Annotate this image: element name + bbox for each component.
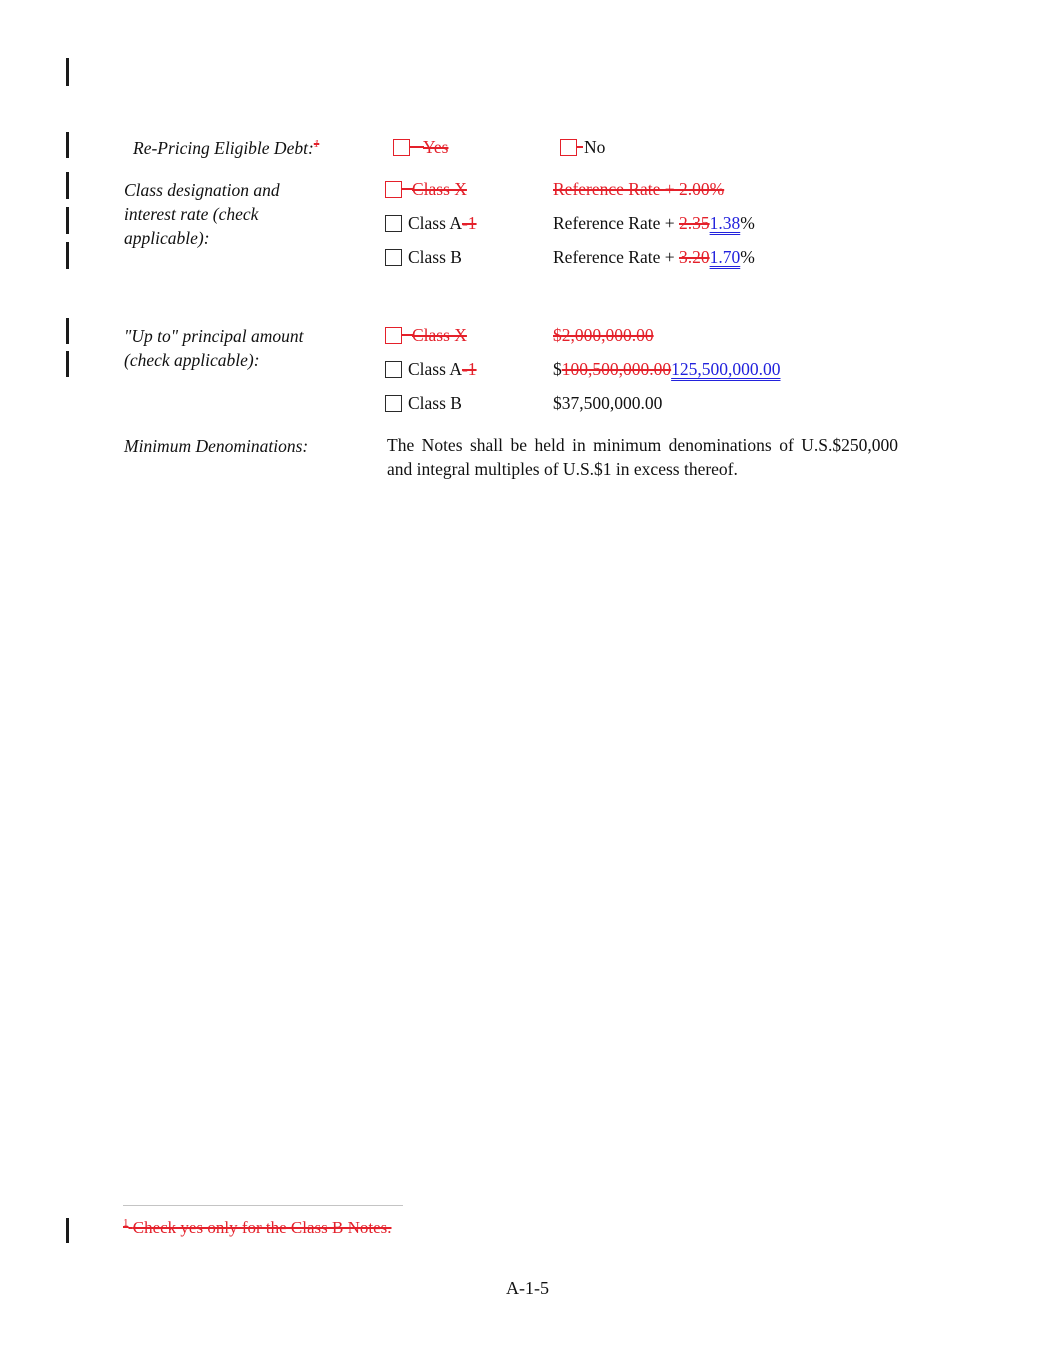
class-b-rate-checkbox-cell: [385, 246, 462, 268]
class-x-rate-value: [553, 178, 724, 200]
repricing-no-option: [560, 136, 605, 158]
class-b-rate-prefix: Reference Rate +: [553, 247, 679, 267]
footnote-text: Check yes only for the Class B Notes.: [132, 1218, 392, 1237]
principal-class-x-amount: [553, 324, 654, 346]
class-x-rate-deleted: Reference Rate + 2.00%: [553, 179, 725, 199]
change-bar: [66, 318, 69, 344]
principal-class-a-amount-inserted: 125,500,000.00: [671, 359, 781, 379]
principal-label: "Up to" principal amount (check applicable):: [124, 326, 304, 370]
min-denominations-text: The Notes shall be held in minimum denominations of U.S.$250,000 and integral multiples of U.S.$1 in excess thereof.: [387, 435, 898, 479]
class-a-label: Class A: [408, 213, 462, 233]
class-designation-label: Class designation and interest rate (check applicable):: [124, 180, 280, 248]
class-a-rate-inserted: 1.38: [709, 213, 741, 233]
class-b-rate-inserted: 1.70: [709, 247, 741, 267]
class-b-rate-value: [553, 246, 755, 268]
principal-class-a-amount-prefix: $: [553, 359, 562, 379]
class-a-rate-checkbox-cell: [385, 212, 477, 234]
footnote-marker: 1: [123, 1217, 129, 1229]
strike-dash: [410, 146, 424, 148]
footnote-separator: [123, 1205, 403, 1206]
principal-class-b-label: Class B: [408, 393, 462, 413]
change-bar: [66, 58, 69, 86]
footnote-deleted: [123, 1218, 392, 1237]
repricing-no-label: No: [584, 137, 606, 157]
class-b-rate-deleted: 3.20: [678, 247, 710, 267]
principal-class-a-checkbox[interactable]: [385, 361, 402, 378]
change-bar: [66, 351, 69, 377]
class-a-rate-suffix: %: [740, 213, 755, 233]
principal-class-a-checkbox-cell: [385, 358, 477, 380]
change-bar: [66, 172, 69, 199]
repricing-label-text: Re-Pricing Eligible Debt:: [133, 138, 314, 158]
principal-class-b-checkbox[interactable]: [385, 395, 402, 412]
class-x-rate-checkbox-cell: [385, 178, 467, 200]
class-b-checkbox[interactable]: [385, 249, 402, 266]
change-bar: [66, 207, 69, 234]
class-x-checkbox[interactable]: [385, 181, 402, 198]
class-a-rate-deleted: 2.35: [678, 213, 710, 233]
repricing-yes-label: Yes: [423, 137, 449, 157]
repricing-yes-option: [393, 136, 448, 158]
repricing-footnote-ref: 1: [313, 138, 320, 150]
principal-class-x-label: Class X: [412, 325, 467, 345]
change-bar: [66, 132, 69, 158]
change-bar: [66, 1218, 69, 1243]
principal-class-x-amount-deleted: $2,000,000.00: [553, 325, 654, 345]
principal-class-b-amount: $37,500,000.00: [553, 393, 663, 413]
change-bar: [66, 242, 69, 269]
class-a-rate-prefix: Reference Rate +: [553, 213, 679, 233]
principal-class-a-label: Class A: [408, 359, 462, 379]
class-a-rate-value: [553, 212, 755, 234]
class-b-label: Class B: [408, 247, 462, 267]
principal-class-b-checkbox-cell: [385, 392, 462, 414]
principal-class-x-checkbox[interactable]: [385, 327, 402, 344]
strike-dash: [577, 146, 583, 148]
class-x-label: Class X: [412, 179, 467, 199]
class-a-checkbox[interactable]: [385, 215, 402, 232]
class-b-rate-suffix: %: [740, 247, 755, 267]
principal-class-a-amount: [553, 358, 781, 380]
min-denominations-label: Minimum Denominations:: [124, 436, 309, 456]
footnote: [123, 1218, 392, 1238]
principal-class-x-checkbox-cell: [385, 324, 467, 346]
page-number: A-1-5: [506, 1278, 549, 1298]
repricing-yes-checkbox[interactable]: [393, 139, 410, 156]
class-a-suffix-deleted: -1: [461, 213, 477, 233]
principal-class-a-suffix-deleted: -1: [461, 359, 477, 379]
repricing-label: [133, 136, 319, 160]
principal-class-a-amount-deleted: 100,500,000.00: [561, 359, 672, 379]
repricing-no-checkbox[interactable]: [560, 139, 577, 156]
